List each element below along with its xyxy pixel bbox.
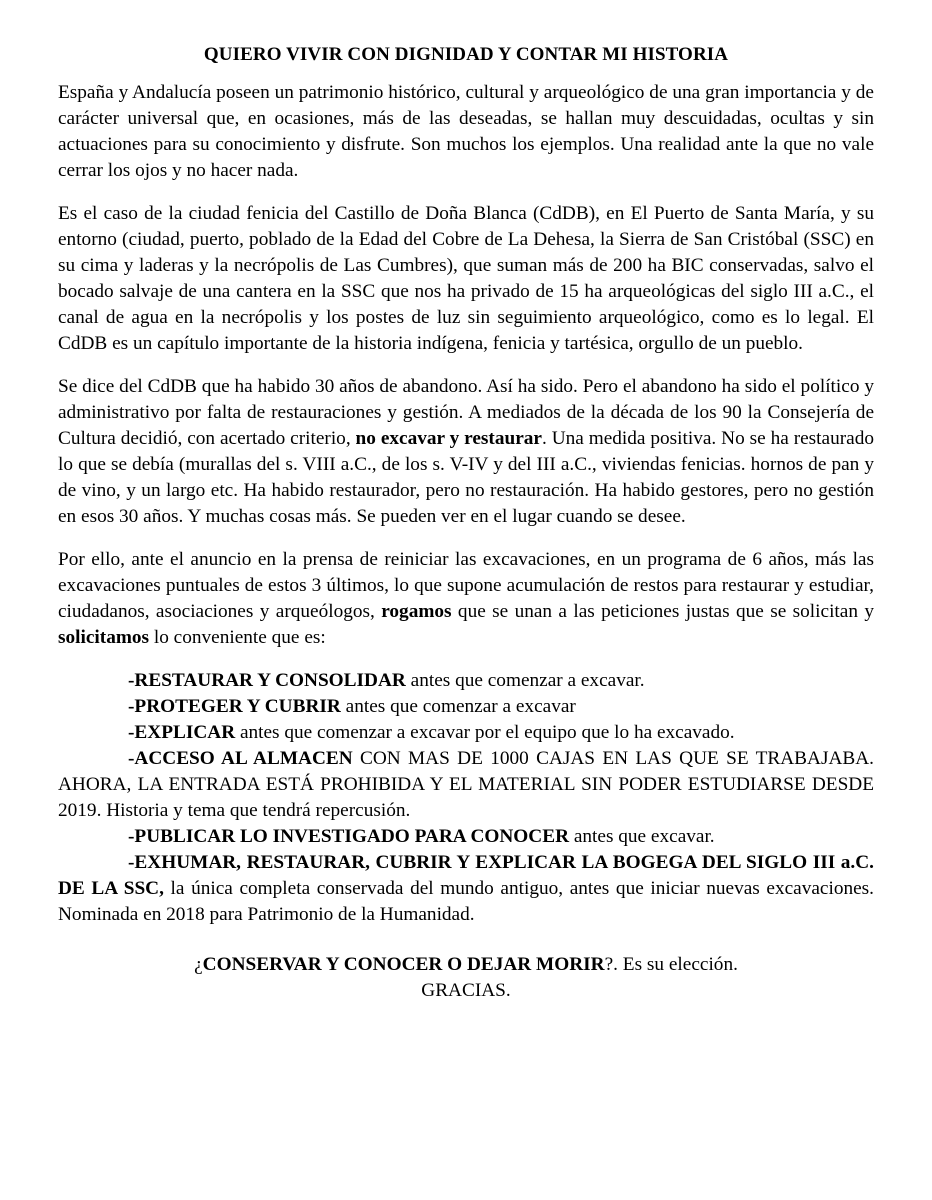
document-title: QUIERO VIVIR CON DIGNIDAD Y CONTAR MI HISTORIA	[203, 44, 729, 65]
paragraph-abandono-bold: no excavar y restaurar	[355, 428, 542, 449]
list-item-bold: -PROTEGER Y CUBRIR	[128, 696, 341, 717]
list-item	[58, 668, 874, 694]
paragraph-peticion-text-3: lo conveniente que es:	[149, 627, 326, 648]
list-item-bold: -EXHUMAR, RESTAURAR, CUBRIR Y EXPLICAR LA BOGEGA DEL SIGLO III a.C. DE LA SSC,	[58, 852, 874, 899]
paragraph-intro: España y Andalucía poseen un patrimonio histórico, cultural y arqueológico de una gran importancia y de carácter universal que, en ocasiones, más de las deseadas, se hallan muy descuidadas, ocultas y sin actuaciones para su conocimiento y disfrute. Son muchos los ejemplos. Una realidad ante la que no vale cerrar los ojos y no hacer nada.	[58, 82, 874, 181]
paragraph-abandono-text-1: Se dice del CdDB que ha habido 30 años de abandono. Así ha sido. Pero el abandono ha sido el político y administrativo por falta de restauraciones y gestión. A mediados de la década de los 90 la Consejería de Cultura decidió, con acertado criterio,	[58, 376, 874, 449]
list-item	[58, 694, 874, 720]
list-item	[58, 850, 874, 928]
paragraph-abandono-text-2: . Una medida positiva. No se ha restaurado lo que se debía (murallas del s. VIII a.C., de los s. V-IV y del III a.C., viviendas fenicias. hornos de pan y de vino, y un largo etc. Ha habido restaurador, pero no restauración. Ha habido gestores, pero no gestión en esos 30 años. Y muchas cosas más. Se pueden ver en el lugar cuando se desee.	[58, 428, 874, 527]
paragraph-peticion	[58, 547, 874, 651]
list-item	[58, 824, 874, 850]
list-item-text: antes que comenzar a excavar	[340, 696, 576, 717]
closing-thanks: GRACIAS.	[421, 980, 511, 1001]
list-item-bold: -ACCESO AL ALMACEN	[128, 748, 353, 769]
list-item-text: antes que comenzar a excavar.	[405, 670, 645, 691]
list-item-text: CON MAS DE 1000 CAJAS EN LAS QUE SE TRABAJABA. AHORA, LA ENTRADA ESTÁ PROHIBIDA Y EL MATERIAL SIN PODER ESTUDIARSE DESDE 2019. Historia y tema que tendrá repercusión.	[58, 748, 874, 821]
list-item	[58, 746, 874, 824]
list-item-bold: -RESTAURAR Y CONSOLIDAR	[128, 670, 406, 691]
paragraph-peticion-rogamos: rogamos	[381, 601, 452, 622]
list-item-text: antes que excavar.	[569, 826, 715, 847]
paragraph-peticion-text-2: que se unan a las peticiones justas que se solicitan y	[451, 601, 874, 622]
paragraph-castillo-dona-blanca: Es el caso de la ciudad fenicia del Castillo de Doña Blanca (CdDB), en El Puerto de Santa María, y su entorno (ciudad, puerto, poblado de la Edad del Cobre de La Dehesa, la Sierra de San Cristóbal (SSC) en su cima y laderas y la necrópolis de Las Cumbres), que suman más de 200 ha BIC conservadas, salvo el bocado salvaje de una cantera en la SSC que nos ha privado de 15 ha arqueológicas del siglo III a.C., el canal de agua en la necrópolis y los postes de luz sin seguimiento arqueológico, como es lo legal. El CdDB es un capítulo importante de la historia indígena, fenicia y tartésica, orgullo de un pueblo.	[58, 203, 874, 354]
closing-question-rest: ?. Es su elección.	[604, 954, 738, 975]
closing-block	[58, 952, 874, 1004]
paragraph-peticion-text-1: Por ello, ante el anuncio en la prensa de reiniciar las excavaciones, en un programa de 6 años, más las excavaciones puntuales de estos 3 últimos, lo que supone acumulación de restos para restaurar y estudiar, ciudadanos, asociaciones y arqueólogos,	[58, 549, 874, 622]
list-item-bold: -EXPLICAR	[128, 722, 236, 743]
list-item-bold: -PUBLICAR LO INVESTIGADO PARA CONOCER	[128, 826, 570, 847]
list-item-text: la única completa conservada del mundo antiguo, antes que iniciar nuevas excavaciones. Nominada en 2018 para Patrimonio de la Humanidad.	[58, 878, 874, 925]
list-item-text: antes que comenzar a excavar por el equipo que lo ha excavado.	[235, 722, 735, 743]
closing-question-open: ¿	[194, 954, 203, 975]
closing-question-bold: CONSERVAR Y CONOCER O DEJAR MORIR	[202, 954, 605, 975]
paragraph-abandono	[58, 374, 874, 530]
list-item	[58, 720, 874, 746]
closing-question	[58, 952, 874, 978]
demands-list	[58, 668, 874, 928]
paragraph-peticion-solicitamos: solicitamos	[58, 627, 150, 648]
